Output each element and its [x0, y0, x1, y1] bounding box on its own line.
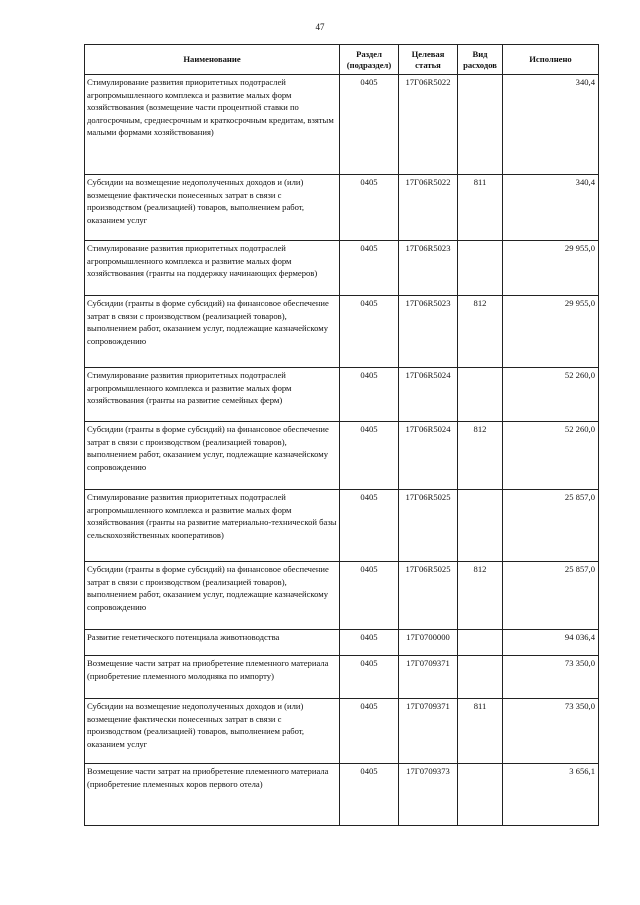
row-name: Развитие генетического потенциала животноводства: [85, 630, 340, 656]
table-body: [85, 75, 599, 826]
table-row: [85, 562, 599, 630]
row-expense-type: [458, 75, 503, 175]
table-row: [85, 241, 599, 296]
header-executed: Исполнено: [503, 45, 599, 75]
row-target: 17Г06R5024: [399, 368, 458, 422]
row-target: 17Г06R5022: [399, 75, 458, 175]
row-name: Возмещение части затрат на приобретение племенного материала (приобретение племенных коров первого отела): [85, 764, 340, 826]
row-section: 0405: [340, 656, 399, 699]
row-target: 17Г06R5023: [399, 296, 458, 368]
row-target: 17Г06R5025: [399, 490, 458, 562]
row-expense-type: [458, 368, 503, 422]
table-header-row: [85, 45, 599, 75]
row-expense-type: 812: [458, 422, 503, 490]
page-number: 47: [315, 22, 325, 32]
row-executed: 29 955,0: [503, 241, 599, 296]
row-section: 0405: [340, 562, 399, 630]
table-row: [85, 296, 599, 368]
row-name: Стимулирование развития приоритетных подотраслей агропромышленного комплекса и развитие малых форм хозяйствования (гранты на развитие материально-технической базы сельскохозяйственных кооперативов): [85, 490, 340, 562]
header-expense-type: Вид расходов: [458, 45, 503, 75]
row-section: 0405: [340, 630, 399, 656]
row-expense-type: [458, 241, 503, 296]
row-name: Стимулирование развития приоритетных подотраслей агропромышленного комплекса и развитие малых форм хозяйствования (возмещение части процентной ставки по долгосрочным, среднесрочным и краткосрочным кредитам, взятым малыми формами хозяйствования): [85, 75, 340, 175]
row-executed: 3 656,1: [503, 764, 599, 826]
table-row: [85, 764, 599, 826]
row-section: 0405: [340, 490, 399, 562]
row-expense-type: 812: [458, 562, 503, 630]
row-expense-type: 812: [458, 296, 503, 368]
row-target: 17Г06R5022: [399, 175, 458, 241]
table-row: [85, 656, 599, 699]
row-name: Субсидии (гранты в форме субсидий) на финансовое обеспечение затрат в связи с производством (реализацией товаров), выполнением работ, оказанием услуг, подлежащие казначейскому сопровождению: [85, 296, 340, 368]
row-executed: 29 955,0: [503, 296, 599, 368]
header-section: Раздел (подраздел): [340, 45, 399, 75]
table-row: [85, 368, 599, 422]
row-executed: 52 260,0: [503, 368, 599, 422]
row-section: 0405: [340, 175, 399, 241]
row-executed: 340,4: [503, 75, 599, 175]
table-row: [85, 630, 599, 656]
row-name: Возмещение части затрат на приобретение племенного материала (приобретение племенного молодняка по импорту): [85, 656, 340, 699]
table-row: [85, 75, 599, 175]
row-section: 0405: [340, 75, 399, 175]
table-row: [85, 699, 599, 764]
row-section: 0405: [340, 764, 399, 826]
row-name: Субсидии (гранты в форме субсидий) на финансовое обеспечение затрат в связи с производством (реализацией товаров), выполнением работ, оказанием услуг, подлежащие казначейскому сопровождению: [85, 562, 340, 630]
row-name: Субсидии на возмещение недополученных доходов и (или) возмещение фактически понесенных затрат в связи с производством (реализацией) товаров, выполнением работ, оказанием услуг: [85, 699, 340, 764]
table-row: [85, 490, 599, 562]
row-target: 17Г0709371: [399, 699, 458, 764]
table-row: [85, 422, 599, 490]
header-target: Целевая статья: [399, 45, 458, 75]
row-executed: 340,4: [503, 175, 599, 241]
row-executed: 73 350,0: [503, 656, 599, 699]
row-executed: 25 857,0: [503, 562, 599, 630]
row-section: 0405: [340, 422, 399, 490]
row-executed: 73 350,0: [503, 699, 599, 764]
budget-table: [84, 44, 599, 826]
row-expense-type: 811: [458, 699, 503, 764]
row-target: 17Г06R5025: [399, 562, 458, 630]
row-expense-type: [458, 630, 503, 656]
header-name: Наименование: [85, 45, 340, 75]
row-name: Стимулирование развития приоритетных подотраслей агропромышленного комплекса и развитие малых форм хозяйствования (гранты на поддержку начинающих фермеров): [85, 241, 340, 296]
row-target: 17Г0709371: [399, 656, 458, 699]
row-section: 0405: [340, 699, 399, 764]
row-section: 0405: [340, 368, 399, 422]
row-expense-type: [458, 656, 503, 699]
table-row: [85, 175, 599, 241]
row-executed: 94 036,4: [503, 630, 599, 656]
row-executed: 25 857,0: [503, 490, 599, 562]
row-expense-type: 811: [458, 175, 503, 241]
row-expense-type: [458, 490, 503, 562]
row-target: 17Г06R5023: [399, 241, 458, 296]
row-name: Субсидии (гранты в форме субсидий) на финансовое обеспечение затрат в связи с производством (реализацией товаров), выполнением работ, оказанием услуг, подлежащие казначейскому сопровождению: [85, 422, 340, 490]
row-section: 0405: [340, 241, 399, 296]
row-section: 0405: [340, 296, 399, 368]
row-name: Стимулирование развития приоритетных подотраслей агропромышленного комплекса и развитие малых форм хозяйствования (гранты на развитие семейных ферм): [85, 368, 340, 422]
row-target: 17Г0700000: [399, 630, 458, 656]
row-name: Субсидии на возмещение недополученных доходов и (или) возмещение фактически понесенных затрат в связи с производством (реализацией) товаров, выполнением работ, оказанием услуг: [85, 175, 340, 241]
row-target: 17Г0709373: [399, 764, 458, 826]
row-executed: 52 260,0: [503, 422, 599, 490]
row-target: 17Г06R5024: [399, 422, 458, 490]
row-expense-type: [458, 764, 503, 826]
